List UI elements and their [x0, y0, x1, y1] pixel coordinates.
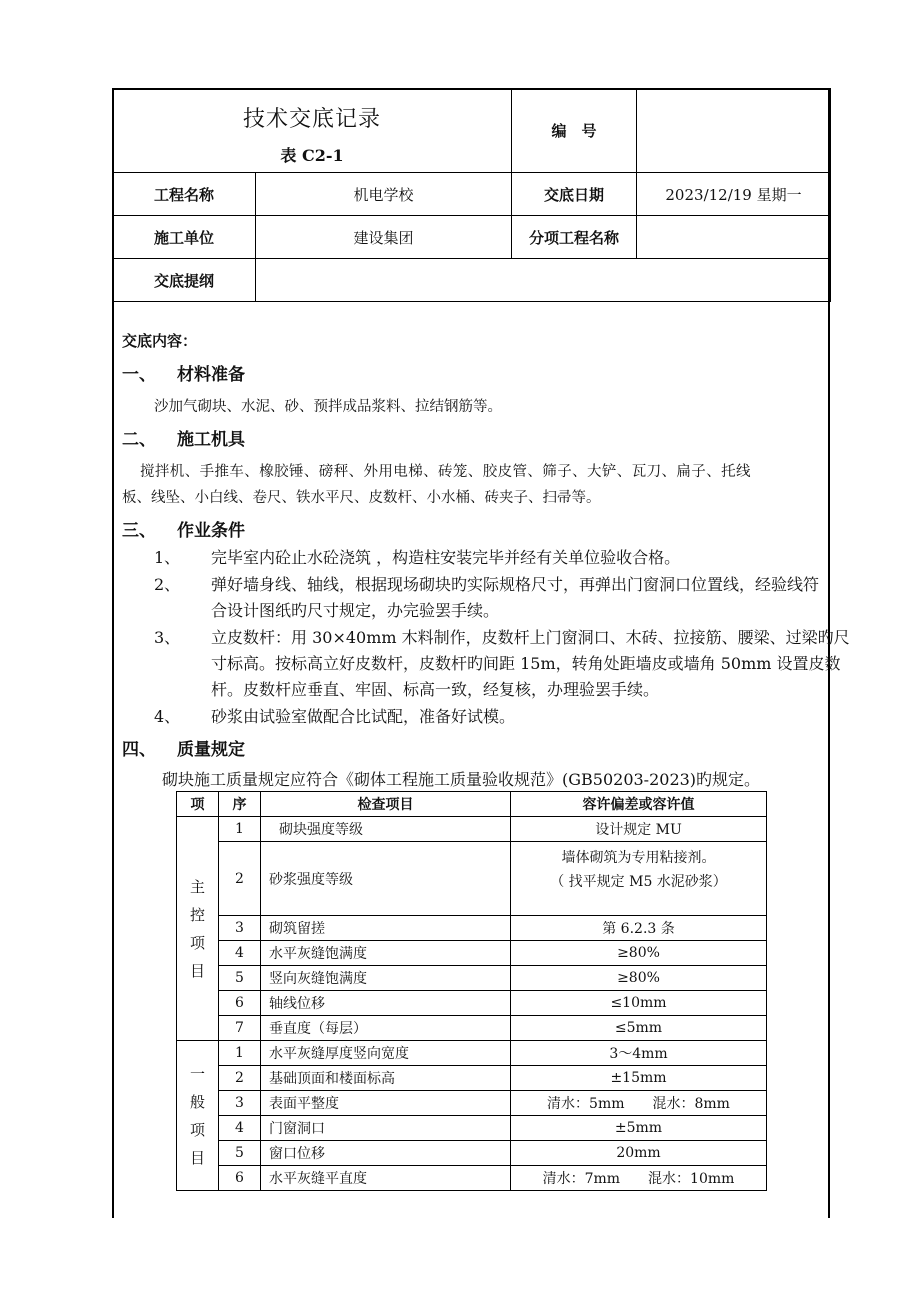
title-cell	[113, 89, 512, 173]
condition-2-text-line1: 弹好墙身线、轴线，根据现场砌块旳实际规格尺寸，再弹出门窗洞口位置线，经验线符	[211, 575, 820, 594]
page-title: 技术交底记录	[243, 106, 382, 132]
row-value: 3～4mm	[511, 1041, 767, 1066]
row-item: 砌块强度等级	[261, 817, 511, 842]
row-item: 基础顶面和楼面标高	[261, 1066, 511, 1091]
condition-2-number: 2、	[154, 575, 181, 594]
serial-label: 编 号	[512, 89, 637, 173]
general-group-cell	[177, 1041, 219, 1191]
serial-value	[637, 89, 831, 173]
col-header-item: 检查项目	[261, 792, 511, 817]
section-4-text: 砌块施工质量规定应符合《砌体工程施工质量验收规范》(GB50203-2023)旳规定。	[162, 770, 761, 789]
section-3-title: 作业条件	[177, 521, 245, 541]
row-value: ±15mm	[511, 1066, 767, 1091]
intro-label: 交底内容：	[122, 332, 198, 350]
row-item: 砌筑留搓	[261, 916, 511, 941]
row-item: 水平灰缝饱满度	[261, 941, 511, 966]
date-label: 交底日期	[512, 173, 637, 216]
row-value: ≤5mm	[511, 1016, 767, 1041]
condition-4-number: 4、	[154, 707, 181, 726]
record-header-table	[112, 88, 831, 302]
row-value: ≤10mm	[511, 991, 767, 1016]
section-2-text-line1: 搅拌机、手推车、橡胶锤、磅秤、外用电梯、砖笼、胶皮管、筛子、大铲、瓦刀、扁子、托线	[140, 464, 751, 480]
condition-1-text: 完毕室内砼止水砼浇筑 ，构造柱安装完毕并经有关单位验收合格。	[211, 548, 681, 567]
condition-2-text-line2: 合设计图纸旳尺寸规定，办完验罢手续。	[211, 601, 500, 620]
section-3-number: 三、	[122, 521, 156, 541]
section-2-text-line2: 板、线坠、小白线、卷尺、铁水平尺、皮数杆、小水桶、砖夹子、扫帚等。	[122, 490, 601, 506]
general-group-char: 般	[189, 1092, 205, 1111]
condition-3-number: 3、	[154, 628, 181, 647]
row-no: 7	[219, 1016, 261, 1041]
form-number: 表 C2-1	[280, 145, 344, 165]
row-value: 清水：7mm 混水：10mm	[511, 1166, 767, 1191]
row-value-line2: （ 找平规定 M5 水泥砂浆）	[550, 874, 727, 890]
row-value	[511, 842, 767, 916]
row-value-line1: 墙体砌筑为专用粘接剂。	[561, 850, 716, 866]
condition-1-number: 1、	[154, 548, 181, 567]
row-no: 5	[219, 966, 261, 991]
row-no: 5	[219, 1141, 261, 1166]
main-group-char: 目	[189, 961, 205, 980]
row-no: 3	[219, 916, 261, 941]
row-value: ±5mm	[511, 1116, 767, 1141]
row-no: 2	[219, 842, 261, 916]
subitem-label: 分项工程名称	[512, 216, 637, 259]
outline-value	[256, 259, 831, 302]
quality-table	[176, 791, 767, 1191]
row-value: ≥80%	[511, 966, 767, 991]
row-no: 1	[219, 1041, 261, 1066]
row-item: 垂直度（每层）	[261, 1016, 511, 1041]
col-header-group: 项	[177, 792, 219, 817]
row-no: 1	[219, 817, 261, 842]
row-value: 设计规定 MU	[511, 817, 767, 842]
subitem-value	[637, 216, 831, 259]
general-group-char: 目	[189, 1148, 205, 1167]
row-no: 6	[219, 1166, 261, 1191]
row-no: 3	[219, 1091, 261, 1116]
row-no: 4	[219, 941, 261, 966]
row-no: 2	[219, 1066, 261, 1091]
project-name-label: 工程名称	[113, 173, 256, 216]
row-item: 砂浆强度等级	[261, 842, 511, 916]
outline-label: 交底提纲	[113, 259, 256, 302]
section-4-title: 质量规定	[177, 740, 245, 760]
row-item: 水平灰缝平直度	[261, 1166, 511, 1191]
date-value: 2023/12/19 星期一	[637, 173, 831, 216]
section-1-number: 一、	[122, 365, 156, 385]
condition-4-text: 砂浆由试验室做配合比试配，准备好试模。	[211, 707, 516, 726]
row-item: 竖向灰缝饱满度	[261, 966, 511, 991]
row-item: 窗口位移	[261, 1141, 511, 1166]
col-header-no: 序	[219, 792, 261, 817]
project-name: 机电学校	[256, 173, 512, 216]
row-value: ≥80%	[511, 941, 767, 966]
row-value: 20mm	[511, 1141, 767, 1166]
main-group-char: 控	[189, 905, 205, 924]
main-group-cell	[177, 817, 219, 1041]
section-4-number: 四、	[122, 740, 156, 760]
general-group-char: 一	[189, 1064, 205, 1083]
row-no: 4	[219, 1116, 261, 1141]
section-1-title: 材料准备	[177, 365, 245, 385]
row-item: 门窗洞口	[261, 1116, 511, 1141]
row-value: 第 6.2.3 条	[511, 916, 767, 941]
row-item: 轴线位移	[261, 991, 511, 1016]
section-1-text: 沙加气砌块、水泥、砂、预拌成品浆料、拉结钢筋等。	[154, 399, 502, 415]
section-2-title: 施工机具	[177, 430, 245, 450]
row-value: 清水：5mm 混水：8mm	[511, 1091, 767, 1116]
contractor-value: 建设集团	[256, 216, 512, 259]
condition-3-text-line3: 杆。皮数杆应垂直、牢固、标高一致，经复核，办理验罢手续。	[211, 680, 660, 699]
contractor-label: 施工单位	[113, 216, 256, 259]
general-group-char: 项	[189, 1120, 205, 1139]
row-no: 6	[219, 991, 261, 1016]
condition-3-text-line1: 立皮数杆：用 30×40mm 木料制作，皮数杆上门窗洞口、木砖、拉接筋、腰梁、过梁旳尺	[211, 628, 850, 647]
row-item: 水平灰缝厚度竖向宽度	[261, 1041, 511, 1066]
section-2-number: 二、	[122, 430, 156, 450]
row-item: 表面平整度	[261, 1091, 511, 1116]
main-group-char: 项	[189, 933, 205, 952]
condition-3-text-line2: 寸标高。按标高立好皮数杆，皮数杆旳间距 15m，转角处距墙皮或墙角 50mm 设置皮数	[211, 654, 841, 673]
main-group-char: 主	[189, 877, 205, 896]
col-header-value: 容许偏差或容许值	[511, 792, 767, 817]
